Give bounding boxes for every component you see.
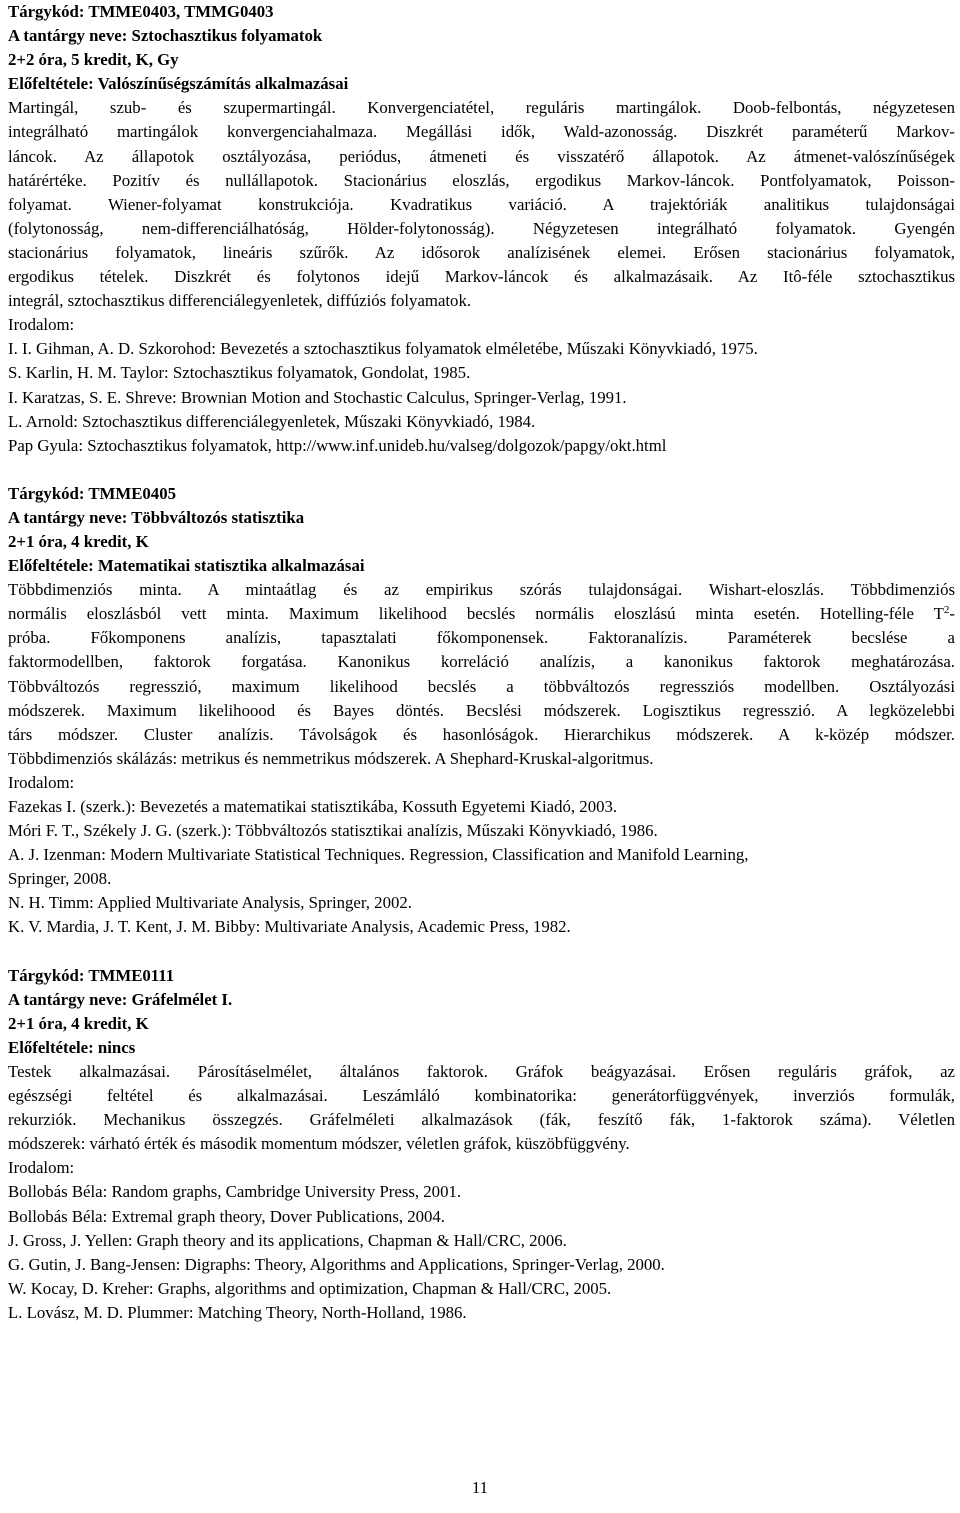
course-block-tmme0403 <box>8 0 955 458</box>
description-line: Többváltozós regresszió, maximum likelihood becslés a többváltozós regressziós modellben. Osztályozási <box>8 676 955 696</box>
description-line-hotelling <box>8 602 955 626</box>
hyphen: - <box>949 604 955 624</box>
reference-item: W. Kocay, D. Kreher: Graphs, algorithms and optimization, Chapman & Hall/CRC, 2005. <box>8 1278 612 1298</box>
course-description <box>8 96 955 313</box>
description-line: társ módszer. Cluster analízis. Távolságok és hasonlóságok. Hierarchikus módszerek. A k-közép módszer. <box>8 724 955 744</box>
description-line: Többdimenziós minta. A mintaátlag és az empirikus szórás tulajdonságai. Wishart-eloszlás. Többdimenziós <box>8 580 955 600</box>
page-number: 11 <box>471 1478 489 1497</box>
reference-item: Móri F. T., Székely J. G. (szerk.): Többváltozós statisztikai analízis, Műszaki Könyvkiadó, 1986. <box>8 821 658 841</box>
course-hours: 2+1 óra, 4 kredit, K <box>8 1013 149 1033</box>
description-line: Többdimenziós skálázás: metrikus és nemmetrikus módszerek. A Shephard-Kruskal-algoritmus. <box>8 748 654 768</box>
reference-item: N. H. Timm: Applied Multivariate Analysis, Springer, 2002. <box>8 893 412 913</box>
course-prerequisite: Előfeltétele: Matematikai statisztika alkalmazásai <box>8 556 365 576</box>
course-block-tmme0111 <box>8 964 955 1325</box>
reference-list <box>8 337 955 457</box>
description-line: határértéke. Pozitív és nullállapotok. Stacionárius eloszlás, ergodikus Markov-láncok. Pontfolyamatok, Poisson- <box>8 170 955 190</box>
description-line: faktormodellben, faktorok forgatása. Kanonikus korreláció analízis, a kanonikus faktorok meghatározása. <box>8 652 955 672</box>
description-line: rekurziók. Mechanikus összegzés. Gráfelméleti alkalmazások (fák, feszítő fák, 1-faktorok száma). Véletlen <box>8 1110 955 1130</box>
description-line: stacionárius folyamatok, lineáris szűrők. Az idősorok analízisének elemei. Erősen stacionárius folyamatok, <box>8 242 955 262</box>
description-line: egészségi feltétel és alkalmazásai. Leszámláló kombinatorika: generátorfüggvények, inverziós formulák, <box>8 1086 955 1106</box>
course-prerequisite: Előfeltétele: nincs <box>8 1037 136 1057</box>
course-name: A tantárgy neve: Sztochasztikus folyamatok <box>8 26 323 46</box>
reference-item: Springer, 2008. <box>8 869 112 889</box>
reference-item: I. I. Gihman, A. D. Szkorohod: Bevezetés a sztochasztikus folyamatok elméletébe, Műszaki Könyvkiadó, 1975. <box>8 339 758 359</box>
reference-item: J. Gross, J. Yellen: Graph theory and its applications, Chapman & Hall/CRC, 2006. <box>8 1230 567 1250</box>
reference-item: L. Arnold: Sztochasztikus differenciálegyenletek, Műszaki Könyvkiadó, 1984. <box>8 411 536 431</box>
description-line: integrálható martingálok konvergenciahalmaza. Megállási idők, Wald-azonosság. Diszkrét paraméterű Markov- <box>8 122 955 142</box>
course-code: Tárgykód: TMME0111 <box>8 965 175 985</box>
document-page <box>8 0 955 1325</box>
course-block-tmme0405 <box>8 482 955 940</box>
literature-heading: Irodalom: <box>8 1158 75 1178</box>
description-line: (folytonosság, nem-differenciálhatóság, Hölder-folytonosság). Négyzetesen integrálható folyamatok. Gyengén <box>8 218 955 238</box>
reference-item: I. Karatzas, S. E. Shreve: Brownian Motion and Stochastic Calculus, Springer-Verlag, 1991. <box>8 387 627 407</box>
course-code: Tárgykód: TMME0403, TMMG0403 <box>8 2 274 21</box>
reference-item: A. J. Izenman: Modern Multivariate Statistical Techniques. Regression, Classification and Manifold Learning, <box>8 845 749 865</box>
reference-item: Bollobás Béla: Random graphs, Cambridge University Press, 2001. <box>8 1182 462 1202</box>
reference-list <box>8 795 955 940</box>
description-line: integrál, sztochasztikus differenciálegyenletek, diffúziós folyamatok. <box>8 291 472 311</box>
description-line: ergodikus tételek. Diszkrét és folytonos idejű Markov-láncok és alkalmazásaik. Az Itô-féle sztochasztikus <box>8 267 955 287</box>
description-line-text: normális eloszlásból vett minta. Maximum likelihood becslés normális eloszlású minta esetén. Hotelling-féle T <box>8 604 944 624</box>
description-line: próba. Főkomponens analízis, tapasztalati főkomponensek. Faktoranalízis. Paraméterek becslése a <box>8 628 955 648</box>
course-name: A tantárgy neve: Többváltozós statisztika <box>8 507 305 527</box>
superscript-two: 2 <box>943 604 950 617</box>
reference-list <box>8 1180 955 1325</box>
description-line: folyamat. Wiener-folyamat konstrukciója. Kvadratikus variáció. A trajektóriák analitikus tulajdonságai <box>8 194 955 214</box>
reference-item: S. Karlin, H. M. Taylor: Sztochasztikus folyamatok, Gondolat, 1985. <box>8 363 471 383</box>
course-code: Tárgykód: TMME0405 <box>8 483 176 503</box>
course-name: A tantárgy neve: Gráfelmélet I. <box>8 989 233 1009</box>
reference-item: Pap Gyula: Sztochasztikus folyamatok, http://www.inf.unideb.hu/valseg/dolgozok/papgy/okt.html <box>8 435 667 455</box>
course-hours: 2+2 óra, 5 kredit, K, Gy <box>8 50 179 70</box>
reference-item: Bollobás Béla: Extremal graph theory, Dover Publications, 2004. <box>8 1206 446 1226</box>
description-line: Martingál, szub- és szupermartingál. Konvergenciatétel, reguláris martingálok. Doob-felbontás, négyzetesen <box>8 98 955 118</box>
description-line: módszerek. Maximum likelihoood és Bayes döntés. Becslési módszerek. Logisztikus regresszió. A legközelebbi <box>8 700 955 720</box>
description-line: módszerek: várható érték és második momentum módszer, véletlen gráfok, küszöbfüggvény. <box>8 1134 630 1154</box>
literature-heading: Irodalom: <box>8 772 75 792</box>
reference-item: K. V. Mardia, J. T. Kent, J. M. Bibby: Multivariate Analysis, Academic Press, 1982. <box>8 917 571 937</box>
description-line: Testek alkalmazásai. Párosításelmélet, általános faktorok. Gráfok beágyazásai. Erősen reguláris gráfok, az <box>8 1061 955 1081</box>
literature-heading: Irodalom: <box>8 315 75 335</box>
course-description <box>8 1060 955 1156</box>
course-description <box>8 578 955 771</box>
description-line: láncok. Az állapotok osztályozása, periódus, átmeneti és visszatérő állapotok. Az átmenet-valószínűségek <box>8 146 955 166</box>
reference-item: G. Gutin, J. Bang-Jensen: Digraphs: Theory, Algorithms and Applications, Springer-Verlag, 2000. <box>8 1254 665 1274</box>
course-prerequisite: Előfeltétele: Valószínűségszámítás alkalmazásai <box>8 74 349 94</box>
reference-item: Fazekas I. (szerk.): Bevezetés a matematikai statisztikába, Kossuth Egyetemi Kiadó, 2003. <box>8 797 618 816</box>
course-hours: 2+1 óra, 4 kredit, K <box>8 531 149 551</box>
reference-item: L. Lovász, M. D. Plummer: Matching Theory, North-Holland, 1986. <box>8 1302 467 1322</box>
